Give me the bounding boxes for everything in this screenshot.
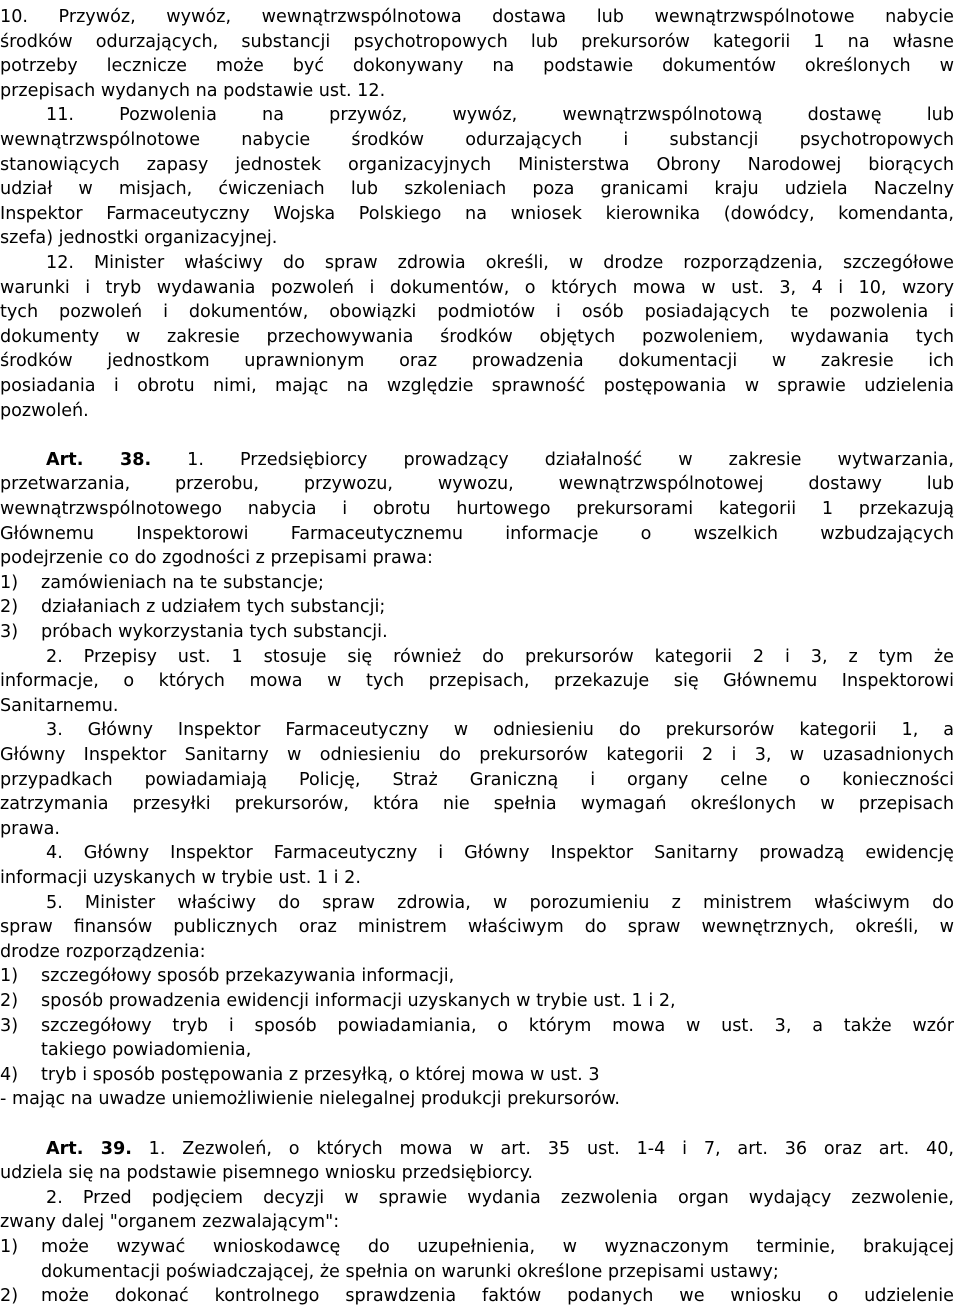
- line-text: szczegółowy sposób przekazywania informacji,: [41, 966, 455, 987]
- line-text: przepisach wydanych na podstawie ust. 12.: [0, 80, 386, 101]
- line-text: informacji uzyskanych w trybie ust. 1 i 2.: [0, 868, 361, 888]
- text-line: [0, 768, 954, 793]
- text-line: [46, 1186, 954, 1211]
- text-line: [46, 448, 954, 473]
- line-text: szefa) jednostki organizacyjnej.: [0, 228, 278, 249]
- line-text: 3. Główny Inspektor Farmaceutyczny w odniesieniu do prekursorów kategorii 1, a: [46, 720, 954, 741]
- line-text: dokumenty w zakresie przechowywania środków objętych pozwoleniem, wydawania tych: [0, 326, 954, 347]
- line-text: Główny Inspektor Sanitarny w odniesieniu do prekursorów kategorii 2 i 3, w uzasadnionych: [0, 745, 954, 765]
- text-line: [0, 128, 954, 153]
- text-line: [46, 103, 954, 128]
- text-line: [46, 645, 954, 670]
- line-text: 5. Minister właściwy do spraw zdrowia, w porozumieniu z ministrem właściwym do: [46, 892, 954, 913]
- line-text: może dokonać kontrolnego sprawdzenia faktów podanych we wniosku o udzielenie: [41, 1286, 954, 1307]
- line-text: przetwarzania, przerobu, przywozu, wywozu, wewnątrzwspólnotowej dostawy lub: [0, 474, 954, 495]
- text-line: [0, 1087, 954, 1112]
- text-line: [0, 817, 954, 842]
- text-line: [46, 891, 954, 916]
- line-text: spraw finansów publicznych oraz ministrem właściwym do spraw wewnętrznych, określi, w: [0, 917, 954, 938]
- line-text: działaniach z udziałem tych substancji;: [41, 597, 386, 618]
- line-text: zatrzymania przesyłki prekursorów, która nie spełnia wymagań określonych w przepisach: [0, 794, 954, 815]
- text-line: [0, 694, 954, 719]
- text-line: [46, 718, 954, 743]
- line-text: tych pozwoleń i dokumentów, obowiązki podmiotów i osób posiadających te pozwolenia i: [0, 302, 954, 323]
- list-number: 1): [0, 1237, 19, 1257]
- text-line: [0, 866, 954, 891]
- line-text: pozwoleń.: [0, 400, 89, 421]
- line-text: prawa.: [0, 818, 60, 839]
- article-heading: Art. 38.: [46, 449, 152, 470]
- text-line: [46, 251, 954, 276]
- text-line: [0, 620, 954, 645]
- line-text: Inspektor Farmaceutyczny Wojska Polskiego na wniosek kierownika (dowódcy, komendanta,: [0, 203, 954, 224]
- list-number: 1): [0, 572, 19, 593]
- line-text: środków jednostkom uprawnionym oraz prowadzenia dokumentacji w zakresie ich: [0, 351, 954, 372]
- text-line: [46, 841, 954, 866]
- text-line: [0, 54, 954, 79]
- text-line: [0, 546, 954, 571]
- line-text: takiego powiadomienia,: [41, 1040, 252, 1061]
- line-text: 2. Przed podjęciem decyzji w sprawie wydania zezwolenia organ wydający zezwolenie,: [46, 1187, 954, 1208]
- line-text: 11. Pozwolenia na przywóz, wywóz, wewnątrzwspólnotową dostawę lub: [46, 105, 954, 126]
- text-line: [0, 743, 954, 768]
- line-text: potrzeby lecznicze może być dokonywany na podstawie dokumentów określonych w: [0, 56, 954, 77]
- line-text: wewnątrzwspólnotowe nabycie środków odurzających i substancji psychotropowych: [0, 130, 954, 150]
- text-line: [0, 300, 954, 325]
- text-line: [0, 571, 954, 596]
- line-text: 2. Przepisy ust. 1 stosuje się również do prekursorów kategorii 2 i 3, z tym że: [46, 646, 954, 667]
- line-text: tryb i sposób postępowania z przesyłką, o której mowa w ust. 3: [41, 1064, 600, 1085]
- blank-line: [0, 1112, 954, 1137]
- text-line: [0, 1284, 954, 1309]
- text-line: [0, 792, 954, 817]
- list-number: 2): [0, 991, 19, 1011]
- list-number: 4): [0, 1064, 19, 1085]
- text-line: [0, 522, 954, 547]
- text-line: [0, 1235, 954, 1260]
- text-line: [0, 915, 954, 940]
- text-line: [0, 276, 954, 301]
- text-line: [0, 30, 954, 55]
- list-number: 2): [0, 597, 19, 618]
- line-text: przypadkach powiadamiają Policję, Straż Graniczną i organy celne o konieczności: [0, 769, 954, 790]
- line-text: wewnątrzwspólnotowego nabycia i obrotu hurtowego prekursorami kategorii 1 przekazują: [0, 499, 954, 519]
- line-text: próbach wykorzystania tych substancji.: [41, 622, 388, 642]
- text-line: [0, 374, 954, 399]
- line-text: środków odurzających, substancji psychotropowych lub prekursorów kategorii 1 na własne: [0, 31, 954, 52]
- line-text: Głównemu Inspektorowi Farmaceutycznemu informacje o wszelkich wzbudzających: [0, 523, 954, 544]
- line-text: drodze rozporządzenia:: [0, 941, 206, 962]
- text-line: [46, 1137, 954, 1162]
- text-line: [41, 1260, 954, 1285]
- text-line: [0, 202, 954, 227]
- line-text: udział w misjach, ćwiczeniach lub szkoleniach poza granicami kraju udziela Naczelny: [0, 179, 954, 200]
- line-text: Sanitarnemu.: [0, 695, 119, 716]
- line-text: dokumentacji poświadczającej, że spełnia on warunki określone przepisami ustawy;: [41, 1261, 779, 1282]
- text-line: [0, 472, 954, 497]
- line-text: 1. Zezwoleń, o których mowa w art. 35 ust. 1-4 i 7, art. 36 oraz art. 40,: [131, 1138, 954, 1159]
- blank-line: [0, 423, 954, 448]
- line-text: 12. Minister właściwy do spraw zdrowia określi, w drodze rozporządzenia, szczegółowe: [46, 253, 954, 273]
- text-line: [0, 325, 954, 350]
- line-text: 1. Przedsiębiorcy prowadzący działalność w zakresie wytwarzania,: [151, 449, 955, 470]
- text-line: [0, 226, 954, 251]
- line-text: 10. Przywóz, wywóz, wewnątrzwspólnotowa dostawa lub wewnątrzwspólnotowe nabycie: [0, 7, 954, 27]
- text-line: [0, 1210, 954, 1235]
- line-text: warunki i tryb wydawania pozwoleń i dokumentów, o których mowa w ust. 3, 4 i 10, wzory: [0, 277, 954, 298]
- text-line: [0, 1014, 954, 1039]
- line-text: może wzywać wnioskodawcę do uzupełnienia, w wyznaczonym terminie, brakującej: [41, 1237, 954, 1257]
- line-text: podejrzenie co do zgodności z przepisami prawa:: [0, 548, 433, 569]
- text-line: [0, 1063, 954, 1088]
- article-heading: Art. 39.: [46, 1138, 132, 1159]
- line-text: informacje, o których mowa w tych przepisach, przekazuje się Głównemu Inspektorowi: [0, 671, 954, 692]
- line-text: udziela się na podstawie pisemnego wniosku przedsiębiorcy.: [0, 1163, 533, 1184]
- list-number: 2): [0, 1286, 19, 1307]
- list-number: 3): [0, 622, 19, 642]
- text-line: [41, 1038, 954, 1063]
- list-number: 3): [0, 1015, 19, 1036]
- line-text: 4. Główny Inspektor Farmaceutyczny i Główny Inspektor Sanitarny prowadzą ewidencję: [46, 843, 954, 864]
- line-text: zwany dalej "organem zezwalającym":: [0, 1212, 340, 1233]
- text-line: [0, 399, 954, 424]
- line-text: szczegółowy tryb i sposób powiadamiania, o którym mowa w ust. 3, a także wzór: [41, 1015, 954, 1036]
- line-text: posiadania i obrotu nimi, mając na względzie sprawność postępowania w sprawie udzielenia: [0, 376, 954, 396]
- line-text: stanowiących zapasy jednostek organizacyjnych Ministerstwa Obrony Narodowej biorących: [0, 154, 954, 175]
- text-line: [0, 79, 954, 104]
- text-line: [0, 5, 954, 30]
- line-text: sposób prowadzenia ewidencji informacji uzyskanych w trybie ust. 1 i 2,: [41, 991, 676, 1011]
- text-line: [0, 153, 954, 178]
- text-line: [0, 964, 954, 989]
- text-line: [0, 595, 954, 620]
- text-line: [0, 1161, 954, 1186]
- line-text: zamówieniach na te substancje;: [41, 572, 324, 593]
- text-line: [0, 497, 954, 522]
- line-text: - mając na uwadze uniemożliwienie nielegalnej produkcji prekursorów.: [0, 1089, 620, 1110]
- text-line: [0, 177, 954, 202]
- text-line: [0, 940, 954, 965]
- text-line: [0, 989, 954, 1014]
- text-line: [0, 349, 954, 374]
- list-number: 1): [0, 966, 19, 987]
- text-line: [0, 669, 954, 694]
